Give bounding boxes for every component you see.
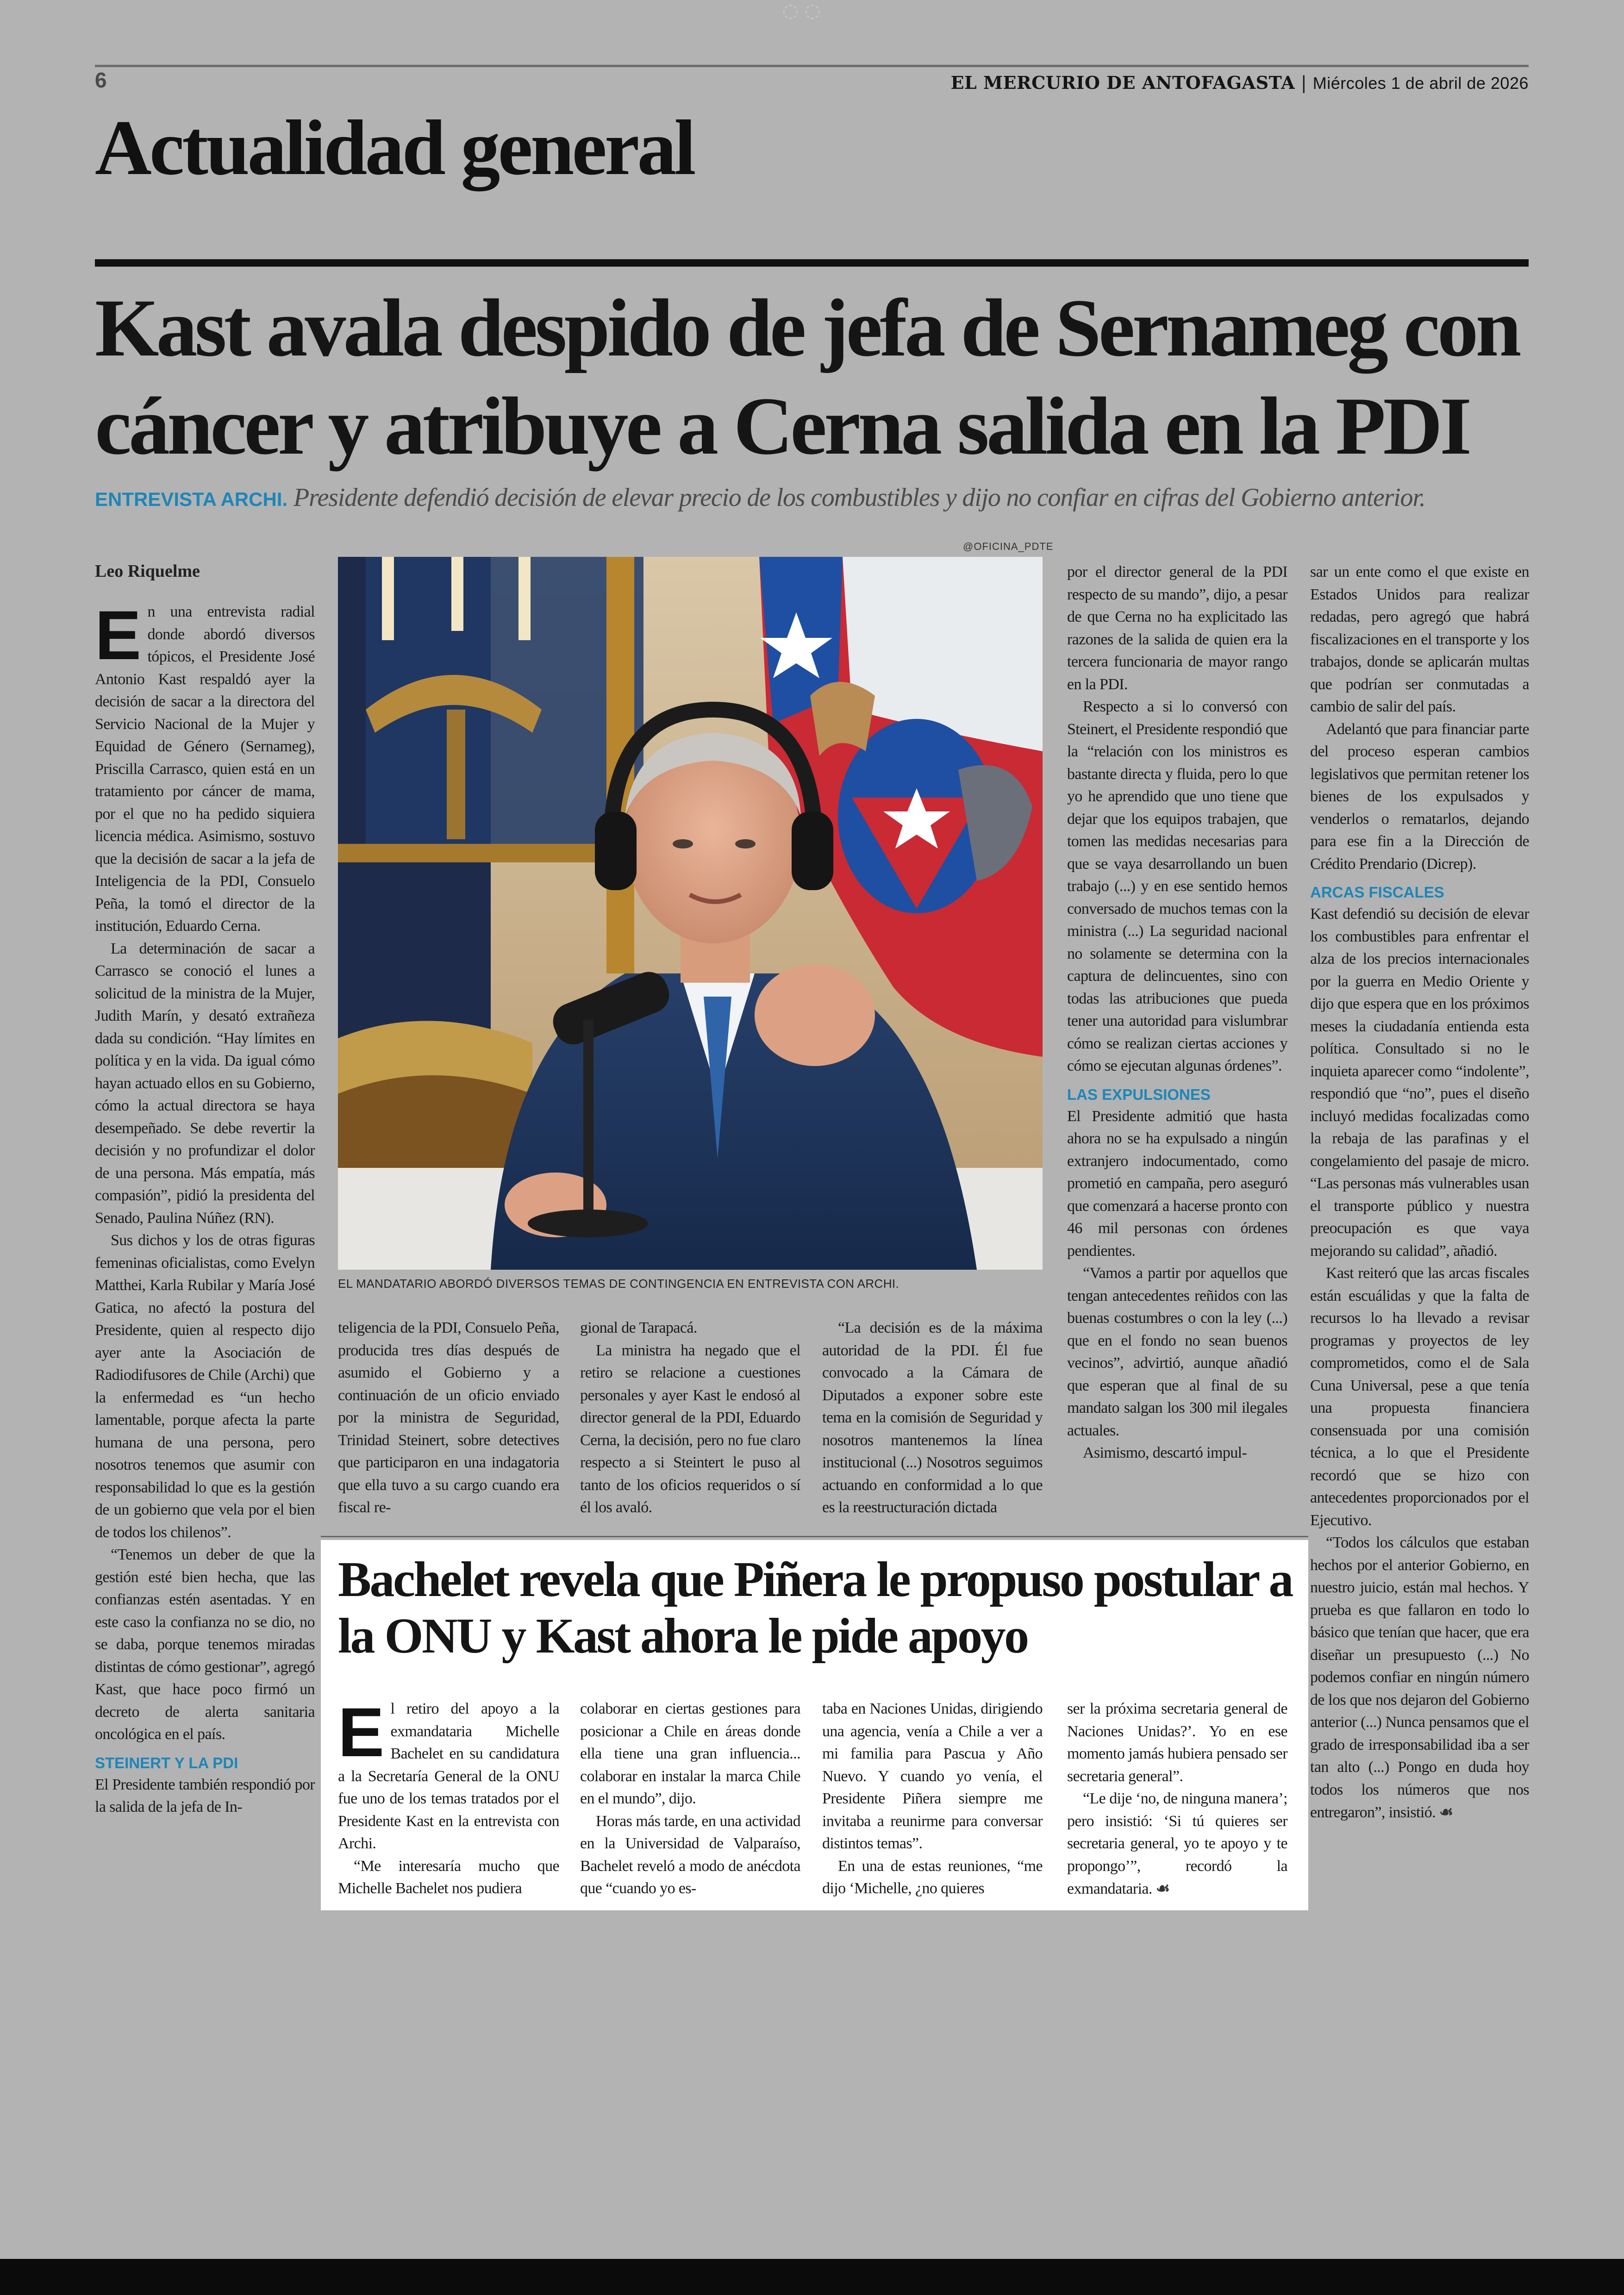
subhead-steinert: STEINERT Y LA PDI: [95, 1754, 238, 1771]
paragraph: En una entrevista radial donde abordó diversos tópicos, el Presidente José Antonio Kast respaldó ayer la decisión de sacar a la directora del Servicio Nacional de la Mujer y Equidad de Género (Sernameg), Priscilla Carrasco, quien está en un tratamiento por cáncer de mama, por el que no ha pedido siquiera licencia médica. Asimismo, sostuvo que la decisión de sacar a la jefa de Inteligencia de la PDI, Consuelo Peña, la tomó el director de la institución, Eduardo Cerna.: [95, 596, 315, 935]
page-number: 6: [95, 68, 107, 92]
paragraph: “Le dije ‘no, de ninguna manera’; pero insistió: ‘Si tú quieres ser secretaria general, yo te apoyo y te propongo’”, recordó la exmandataria. ☙: [1067, 1790, 1287, 1897]
paragraph: taba en Naciones Unidas, dirigiendo una agencia, venía a Chile a ver a mi familia para Pascua y Año Nuevo. Y cuando yo venía, el Presidente Piñera siempre me invitaba a reunirme para conversar distintos temas”.: [822, 1700, 1043, 1852]
section-title: Actualidad general: [95, 104, 694, 191]
paragraph: Adelantó que para financiar parte del proceso esperan cambios legislativos que permitan retener los bienes de los expulsados y venderlos o rematarlos, dejando para ese fin a la Dirección de Crédito Prendario (Dicrep).: [1310, 720, 1529, 873]
paragraph: por el director general de la PDI respecto de su mando”, dijo, a pesar de que Cerna no ha explicitado las razones de la salida de quien era la tercera funcionaria de mayor rango en la PDI.: [1067, 563, 1287, 693]
subhead-expulsiones: LAS EXPULSIONES: [1067, 1085, 1211, 1103]
photo-illustration: [338, 557, 1043, 1270]
deck-kicker: ENTREVISTA ARCHI.: [95, 488, 288, 510]
deck-text: Presidente defendió decisión de elevar precio de los combustibles y dijo no confiar en cifras del Gobierno anterior.: [293, 483, 1425, 512]
drop-cap: E: [338, 1693, 384, 1771]
browser-nav-dots: ◌ ◌: [782, 0, 821, 21]
photo-credit: @OFICINA_PDTE: [963, 541, 1054, 552]
paragraph: “Me interesaría mucho que Michelle Bachelet nos pudiera: [338, 1857, 559, 1897]
paragraph: Sus dichos y los de otras figuras femeninas oficialistas, como Evelyn Matthei, Karla Rubilar y María José Gatica, no afectó la postura del Presidente, quien al respecto dijo ayer ante la Asociación de Radiodifusores de Chile (Archi) que la enfermedad es “un hecho lamentable, porque afecta la parte humana de una persona, pero nosotros tenemos que asumir con responsabilidad lo que es la gestión de un gobierno que vela por el bien de todos los chilenos”.: [95, 1232, 315, 1541]
paragraph: gional de Tarapacá.: [580, 1319, 697, 1336]
article-column-3: [580, 1317, 800, 1519]
paragraph: teligencia de la PDI, Consuelo Peña, producida tres días después de asumido el Gobierno y a continuación de un oficio enviado por la ministra de Seguridad, Trinidad Steinert, sobre detectives que participaron en una indagatoria que ella tuvo a su cargo cuando era fiscal re-: [338, 1319, 559, 1516]
masthead-separator: |: [1300, 73, 1307, 93]
article-column-1: [95, 596, 315, 1819]
paragraph: Horas más tarde, en una actividad en la Universidad de Valparaíso, Bachelet reveló a modo de anécdota que “cuando yo es-: [580, 1812, 800, 1897]
sidebar-column-4: [1067, 1698, 1287, 1901]
article-deck: [95, 483, 1535, 512]
paragraph: Respecto a si lo conversó con Steinert, el Presidente respondió que la “relación con los ministros es bastante directa y fluida, pero lo que yo he aprendido que uno tiene que dejar que los equipos trabajen, que tomen las medidas necesarias para que se vaya desarrollando un buen trabajo (...) y en ese sentido hemos conversado de muchos temas con la ministra (...) La seguridad nacional no solamente se determina con la captura de delincuentes, sino con todas las atribuciones que pueda tener una autoridad para vislumbrar cómo se realizan ciertas acciones y cómo se ejecutan algunas órdenes”.: [1067, 698, 1287, 1074]
paragraph: La ministra ha negado que el retiro se relacione a cuestiones personales y ayer Kast le endosó al director general de la PDI, Eduardo Cerna, la decisión, pero no fue claro respecto a si Steintert le puso al tanto de los oficios requeridos o sí él los avaló.: [580, 1341, 800, 1516]
article-column-2: [338, 1317, 559, 1519]
paragraph: “Vamos a partir por aquellos que tengan antecedentes reñidos con las buenas costumbres o con la ley (...) que en el fondo no sean buenos vecinos”, advirtió, aunque añadió que esperan que al final de su mandato salgan los 300 mil ilegales actuales.: [1067, 1265, 1287, 1439]
paragraph: La determinación de sacar a Carrasco se conoció el lunes a solicitud de la ministra de la Mujer, Judith Marín, y desató extrañeza dada su condición. “Hay límites en política y en la vida. Da igual cómo hayan actuado ellos en su Gobierno, cómo la actual directora se haya desempeñado. Se debe revertir la decisión y no profundizar el dolor de una persona. Más empatía, más compasión”, pidió la presidenta del Senado, Paulina Núñez (RN).: [95, 940, 315, 1227]
paragraph: “Tenemos un deber de que la gestión esté bien hecha, que las confianzas estén asentadas. Y en este caso la confianza no se dio, no se daba, porque tenemos miradas distintas de cómo gestionar”, agregó Kast, que hace poco firmó un decreto de alerta sanitaria oncológica en el país.: [95, 1546, 315, 1743]
article-headline: Kast avala despido de jefa de Sernameg con cáncer y atribuye a Cerna salida en la PDI: [95, 282, 1519, 472]
paragraph: colaborar en ciertas gestiones para posicionar a Chile en áreas donde ella tiene una gran influencia... colaborar en instalar la marca Chile en el mundo”, dijo.: [580, 1700, 800, 1807]
subhead-arcas-fiscales: ARCAS FISCALES: [1310, 884, 1444, 901]
newspaper-name: EL MERCURIO DE ANTOFAGASTA: [950, 72, 1295, 93]
article-column-4: [822, 1317, 1043, 1519]
end-mark-icon: ☙: [1156, 1880, 1170, 1897]
paragraph: sar un ente como el que existe en Estados Unidos para realizar redadas, pero agregó que habrá fiscalizaciones en el transporte y los trabajos, donde se aplicarán multas que podrían ser conmutadas a cambio de salir del país.: [1310, 563, 1529, 715]
sidebar-headline: Bachelet revela que Piñera le propuso postular a la ONU y Kast ahora le pide apoyo: [338, 1552, 1292, 1664]
paragraph: En una de estas reuniones, “me dijo ‘Michelle, ¿no quieres: [822, 1857, 1043, 1897]
sidebar-column-3: [822, 1698, 1043, 1900]
end-mark-icon: ☙: [1439, 1803, 1453, 1821]
paragraph: El Presidente también respondió por la salida de la jefa de In-: [95, 1776, 315, 1815]
paragraph: Kast defendió su decisión de elevar los combustibles para enfrentar el alza de los precios internacionales por la guerra en Medio Oriente y dijo que espera que en los próximos meses la ciudadanía entienda esta política. Consultado si no le inquieta aparecer como “indolente”, respondió que “no”, pues el diseño incluyó medidas focalizadas como la rebaja de las parafinas y el congelamiento del pasaje de micro. “Las personas más vulnerables usan el transporte público y nuestra preocupación es que vaya mejorando su calidad”, añadió.: [1310, 905, 1529, 1260]
article-column-6: [1310, 561, 1529, 1824]
paragraph: El Presidente admitió que hasta ahora no se ha expulsado a ningún extranjero indocumentado, como prometió en campaña, pero aseguró que comenzará a hacerse pronto con 46 mil personas con órdenes pendientes.: [1067, 1107, 1287, 1260]
paragraph: “La decisión es de la máxima autoridad de la PDI. Él fue convocado a la Cámara de Diputados a exponer sobre este tema en la comisión de Seguridad y nosotros mantenemos la línea institucional (...) Nosotros seguimos actuando en conformidad a lo que es la reestructuración dictada: [822, 1319, 1043, 1516]
paragraph: ser la próxima secretaria general de Naciones Unidas?’. Yo en ese momento jamás hubiera pensado ser secretaria general”.: [1067, 1700, 1287, 1785]
paragraph: Kast reiteró que las arcas fiscales están escuálidas y que la falta de recursos lo ha llevado a revisar programas y proyectos de ley comprometidos, como el de Sala Cuna Universal, pese a que tenía una propuesta financiera consensuada por una comisión técnica, a lo que el Presidente recordó que se hizo con antecedentes proporcionados por el Ejecutivo.: [1310, 1265, 1529, 1529]
sidebar-column-2: [580, 1698, 800, 1900]
top-rule: [95, 65, 1529, 67]
section-rule: [95, 259, 1529, 267]
paragraph: Asimismo, descartó impul-: [1083, 1444, 1247, 1461]
paragraph: El retiro del apoyo a la exmandataria Michelle Bachelet en su candidatura a la Secretaría General de la ONU fue uno de los temas tratados por el Presidente Kast en la entrevista con Archi.: [338, 1693, 559, 1852]
president-photo: [338, 557, 1043, 1270]
masthead: [951, 72, 1529, 93]
photo-caption: EL MANDATARIO ABORDÓ DIVERSOS TEMAS DE CONTINGENCIA EN ENTREVISTA CON ARCHI.: [338, 1277, 899, 1291]
bottom-bar: [0, 2259, 1624, 2295]
sidebar-rule: [321, 1536, 1308, 1537]
issue-date: Miércoles 1 de abril de 2026: [1312, 74, 1529, 93]
drop-cap: E: [95, 596, 141, 674]
paragraph: “Todos los cálculos que estaban hechos por el anterior Gobierno, en nuestro juicio, están mal hechos. Y prueba es que fallaron en todo lo básico que tenían que hacer, que era diseñar un presupuesto (...) No podemos confiar en ningún número de los que nos dejaron del Gobierno anterior (...) Nunca pensamos que el grado de irresponsabilidad iba a ser tan alto (...) Pongo en duda hoy todos los números que nos entregaron”, insistió. ☙: [1310, 1534, 1529, 1821]
byline: Leo Riquelme: [95, 561, 200, 581]
sidebar-column-1: [338, 1693, 559, 1900]
article-column-5: [1067, 561, 1287, 1465]
